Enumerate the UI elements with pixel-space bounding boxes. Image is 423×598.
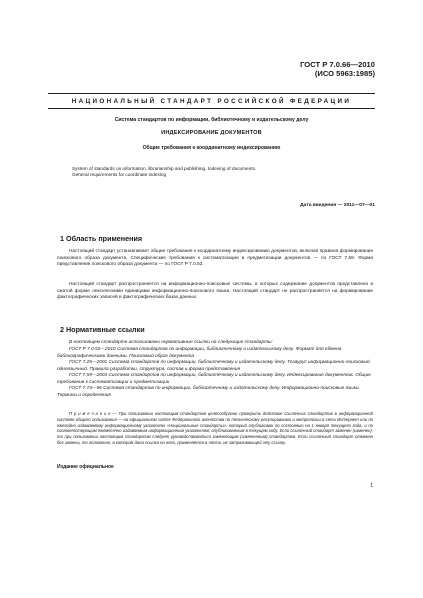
reference-item: ГОСТ 7.59—2003 Система стандартов по информации, библиотечному и издательскому делу. Индексирование документов. Общие требования к систематизации и предметизации: [57, 373, 371, 385]
section-1-paragraph-1: Настоящий стандарт устанавливает общие требования к координатному индексированию документов, включая правила формирования поискового образа документа. Специфические требования к систематизации и предметизации документов — по ГОСТ 7.59. Форма представления поискового образа документа — по ГОСТ Р 7.0.52.: [57, 249, 373, 268]
english-title-line-1: System of standards on information, librarianship and publishing. Indexing of documents.: [72, 166, 257, 171]
section-2-intro-text: В настоящем стандарте использованы нормативные ссылки на следующие стандарты:: [69, 340, 273, 345]
top-rule: [48, 93, 375, 94]
national-standard-banner: НАЦИОНАЛЬНЫЙ СТАНДАРТ РОССИЙСКОЙ ФЕДЕРАЦИИ: [71, 98, 352, 105]
standard-number: ГОСТ Р 7.0.66—2010: [300, 60, 375, 69]
references-note: П р и м е ч а н и е — При пользовании настоящим стандартом целесообразно проверить действие ссылочных стандартов в информационной системе общего пользования — на официальном сайте Федерального агентства по техническому регулированию и метрологии в сети Интернет или по ежегодно издаваемому информационному указателю «Национальные стандарты», который опубликован по состоянию на 1 января текущего года, и по соответствующим ежемесячно издаваемым информационным указателям, опубликованным в текущем году. Если ссылочный стандарт заменен (изменен), то при пользовании настоящим стандартом следует руководствоваться заменяющим (измененным) стандартом. Если ссылочный стандарт отменен без замены, то положение, в котором дана ссылка на него, применяется в части, не затрагивающей эту ссылку.: [57, 411, 373, 445]
page-number: 1: [370, 483, 373, 489]
document-subheading: Общие требования к координатному индексированию: [142, 145, 281, 151]
section-1-paragraph-2: Настоящий стандарт распространяется на информационно-поисковые системы, в которых содержание документов представлено в сжатой форме лексическими единицами информационно-поискового языка. Настоящий стандарт не распространяется на формирование фактографических записей в фактографических базах данных.: [57, 282, 373, 301]
iso-number: (ИСО 5963:1985): [314, 69, 375, 78]
standard-designation: [300, 60, 375, 78]
section-2-title: 2 Нормативные ссылки: [60, 325, 145, 334]
section-1-title: 1 Область применения: [60, 234, 143, 243]
reference-item: ГОСТ 7.74—96 Система стандартов по информации, библиотечному и издательскому делу. Информационно-поисковые языки. Термины и определения: [57, 386, 360, 398]
official-edition-label: Издание официальное: [57, 464, 114, 470]
introduction-date: Дата введения — 2011—07—01: [300, 203, 375, 208]
english-title-line-2: General requirements for coordinate indexing: [72, 172, 167, 178]
normative-references-list: [57, 347, 373, 399]
english-title: [72, 166, 256, 178]
document-heading: ИНДЕКСИРОВАНИЕ ДОКУМЕНТОВ: [161, 130, 262, 136]
bottom-rule: [48, 108, 375, 109]
section-2-intro: [57, 340, 373, 347]
reference-item: ГОСТ 7.25—2001 Система стандартов по информации, библиотечному и издательскому делу. Тезаурус информационно-поисковый одноязычный. Правила разработки, структура, состав и форма представления: [57, 360, 370, 372]
standards-system-title: Система стандартов по информации, библиотечному и издательскому делу: [114, 117, 309, 123]
reference-item: ГОСТ Р 7.0.52—2010 Система стандартов по информации, библиотечному и издательскому делу. Формат для обмена библиографическими данными. Поисковый образ документа: [57, 347, 342, 359]
